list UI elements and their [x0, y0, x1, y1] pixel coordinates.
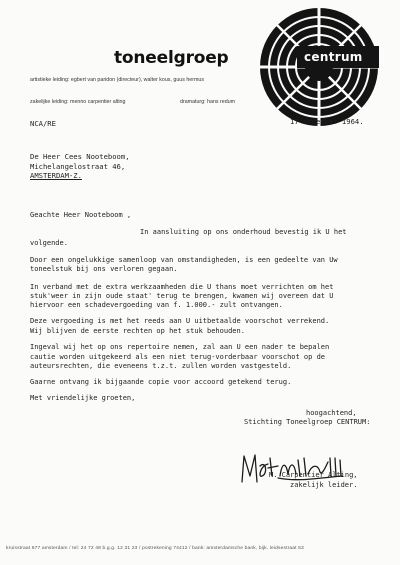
staff-dramaturg: dramaturg: hans redum	[180, 99, 236, 105]
staff-business: zakelijke leiding: menno carpentier alting	[30, 99, 126, 105]
body-line: Ingeval wij het op ons repertoire nemen, zal aan U een nader te bepalen	[30, 343, 330, 351]
body-line: hiervoor een schadevergoeding van f. 1.000.- zult ontvangen.	[30, 301, 283, 309]
toneelgroep-centrum-logo	[257, 5, 381, 129]
body-line: volgende.	[30, 239, 68, 247]
salutation: Geachte Heer Nooteboom ,	[30, 211, 132, 219]
staff-artistic: artistieke leiding: egbert van paridon (directeur), walter kous, guus hermus	[30, 77, 205, 83]
body-line: Met vriendelijke groeten,	[30, 394, 136, 402]
signer-name: M. Carpentier Alting,	[269, 471, 358, 479]
body-line: Deze vergoeding is met het reeds aan U uitbetaalde voorschot verrekend.	[30, 317, 330, 325]
body-line: stuk'weer in zijn oude staat' terug te brengen, kwamen wij overeen dat U	[30, 292, 334, 300]
body-line: Gaarne ontvang ik bijgaande copie voor accoord getekend terug.	[30, 378, 292, 386]
closing-hoogachtend: hoogachtend,	[306, 409, 357, 417]
recipient-name: De Heer Cees Nooteboom,	[30, 152, 130, 161]
body-line: In verband met de extra werkzaamheden die U thans moet verrichten om het	[30, 283, 334, 291]
body-line: toneelstuk bij ons verloren gegaan.	[30, 265, 178, 273]
letterhead-name: toneelgroep	[114, 48, 229, 68]
letter-date: 17 november 1964.	[290, 117, 364, 126]
closing-organisation: Stichting Toneelgroep CENTRUM:	[244, 418, 371, 426]
signer-title: zakelijk leider.	[290, 481, 358, 489]
body-line: Door een ongelukkige samenloop van omstandigheden, is een gedeelte van Uw	[30, 256, 338, 264]
body-line: cautie worden uitgekeerd als een niet terug-vorderbaar voorschot op de	[30, 353, 326, 361]
reference: NCA/RE	[30, 119, 56, 128]
recipient-street: Michelangelostraat 46,	[30, 162, 126, 171]
body-line: In aansluiting op ons onderhoud bevestig ik U het	[140, 228, 347, 236]
letterhead-centrum: centrum	[304, 50, 363, 64]
body-line: Wij blijven de eerste rechten op het stuk behouden.	[30, 327, 245, 335]
recipient-city: AMSTERDAM-Z.	[30, 171, 82, 180]
footer-contact: kruisstraat 677 amsterdam / tel: 24 72 48 b.g.g. 12 31 23 / postrekening 74412 / bank: amsterdamsche bank, bijk. leidsestraat 53	[6, 546, 304, 551]
body-line: auteursrechten, die eveneens t.z.t. zullen worden vastgesteld.	[30, 362, 292, 370]
